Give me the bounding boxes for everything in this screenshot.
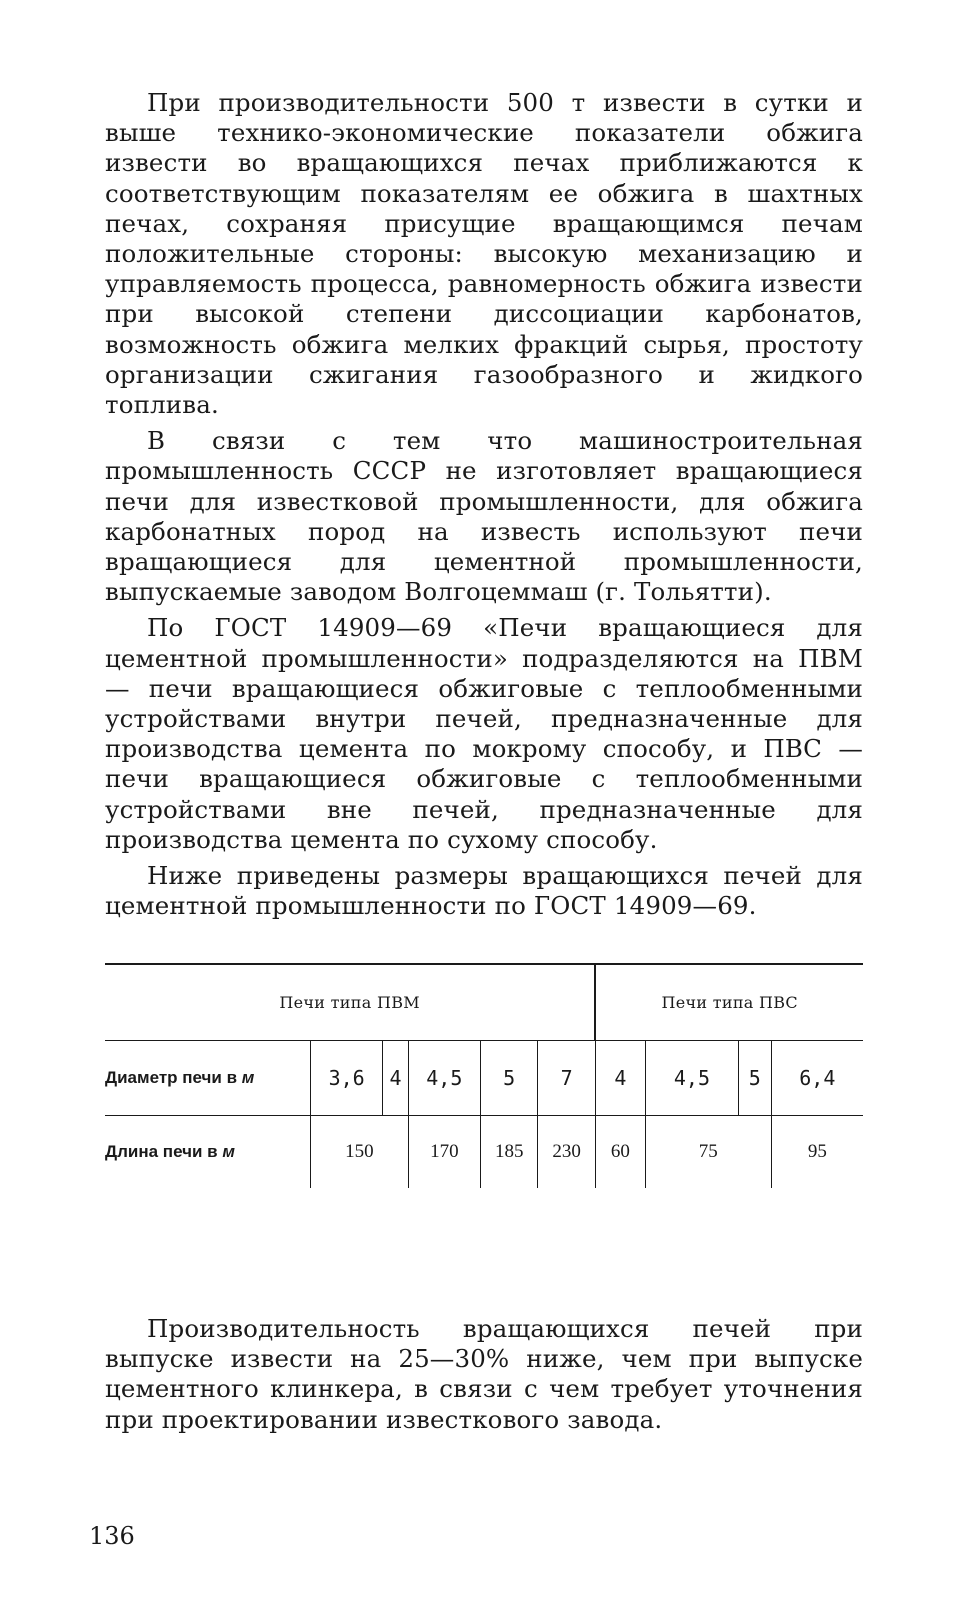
kiln-dimensions-table-wrap bbox=[105, 963, 863, 1188]
body-text bbox=[105, 88, 863, 925]
row-label-length bbox=[105, 1116, 311, 1189]
length-cell: 230 bbox=[538, 1116, 595, 1189]
paragraph-productivity: При производительности 500 т извести в сутки и выше технико-экономические показатели обжига извести во вращающихся печах приближаются к соответствующим показателям ее обжига в шахтных печах, сохраняя присущие вращающимся печам положительные стороны: высокую механизацию и управляемость процесса, равномерность обжига извести при высокой степени диссоциации карбонатов, возможность обжига мелких фракций сырья, простоту организации сжигания газообразного и жидкого топлива. bbox=[105, 88, 863, 420]
diameter-cell: 5 bbox=[480, 1041, 537, 1116]
diameter-cell: 4 bbox=[383, 1041, 408, 1116]
row-label-diameter bbox=[105, 1041, 311, 1116]
paragraph-gost-classification: По ГОСТ 14909—69 «Печи вращающиеся для цементной промышленности» подразделяются на ПВМ — печи вращающиеся обжиговые с теплообменными устройствами внутри печей, предназначенные для производства цемента по мокрому способу, и ПВС — печи вращающиеся обжиговые с теплообменными устройствами вне печей, предназначенные для производства цемента по сухому способу. bbox=[105, 613, 863, 854]
paragraph-productivity-lime: Производительность вращающихся печей при выпуске извести на 25—30% ниже, чем при выпуске цементного клинкера, в связи с чем требует уточнения при проектировании известкового завода. bbox=[105, 1314, 863, 1434]
diameter-cell: 6,4 bbox=[771, 1041, 863, 1116]
diameter-cell: 3,6 bbox=[311, 1041, 383, 1116]
diameter-unit: м bbox=[241, 1068, 255, 1087]
length-cell: 95 bbox=[771, 1116, 863, 1189]
diameter-label-text: Диаметр печи в bbox=[105, 1068, 238, 1087]
diameter-cell: 4,5 bbox=[408, 1041, 480, 1116]
table-row-length bbox=[105, 1116, 863, 1189]
page-number: 136 bbox=[89, 1522, 135, 1550]
paragraph-table-intro: Ниже приведены размеры вращающихся печей для цементной промышленности по ГОСТ 14909—69. bbox=[105, 861, 863, 921]
length-label-text: Длина печи в bbox=[105, 1142, 218, 1161]
group-header-pvs: Печи типа ПВС bbox=[595, 964, 863, 1041]
length-cell: 75 bbox=[645, 1116, 771, 1189]
diameter-cell: 4,5 bbox=[645, 1041, 738, 1116]
length-cell: 185 bbox=[480, 1116, 537, 1189]
paragraph-manufacturing: В связи с тем что машиностроительная промышленность СССР не изготовляет вращающиеся печи для известковой промышленности, для обжига карбонатных пород на известь используют печи вращающиеся для цементной промышленности, выпускаемые заводом Волгоцеммаш (г. Тольятти). bbox=[105, 426, 863, 607]
length-cell: 170 bbox=[408, 1116, 480, 1189]
length-cell: 150 bbox=[311, 1116, 409, 1189]
diameter-cell: 4 bbox=[595, 1041, 645, 1116]
closing-text bbox=[105, 1314, 863, 1439]
group-header-pvm: Печи типа ПВМ bbox=[105, 964, 595, 1041]
table-row-diameter bbox=[105, 1041, 863, 1116]
diameter-cell: 5 bbox=[738, 1041, 771, 1116]
table-group-header-row bbox=[105, 964, 863, 1041]
diameter-cell: 7 bbox=[538, 1041, 595, 1116]
length-cell: 60 bbox=[595, 1116, 645, 1189]
length-unit: м bbox=[222, 1142, 235, 1161]
kiln-dimensions-table bbox=[105, 963, 863, 1188]
